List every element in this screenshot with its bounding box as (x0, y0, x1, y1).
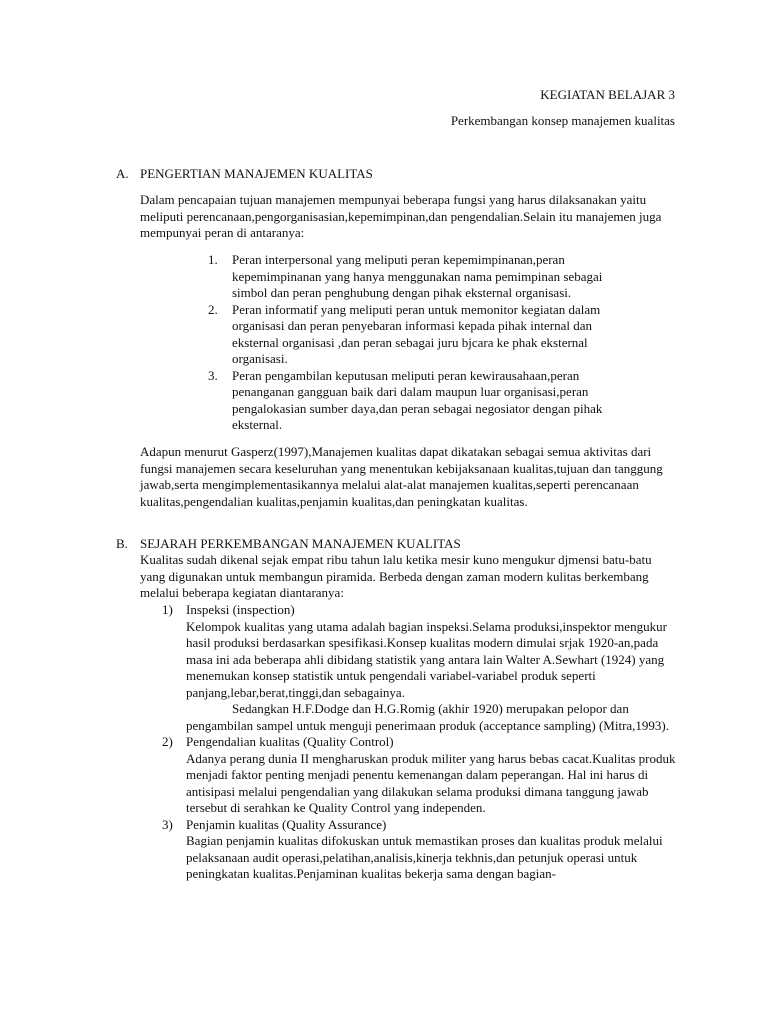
list-item-number: 3) (162, 816, 173, 832)
section-b-title: SEJARAH PERKEMBANGAN MANAJEMEN KUALITAS (140, 536, 461, 551)
section-a-title: PENGERTIAN MANAJEMEN KUALITAS (140, 166, 373, 181)
list-item-number: 1. (208, 252, 218, 267)
list-item (162, 817, 678, 883)
section-b-activity-list (162, 602, 678, 883)
list-item-number: 1) (162, 602, 173, 617)
list-item-number: 2) (162, 734, 173, 749)
list-item (162, 602, 678, 734)
section-a-closing: Adapun menurut Gasperz(1997),Manajemen kualitas dapat dikatakan sebagai semua aktivitas dari fungsi manajemen secara keseluruhan yang menentukan kebijaksanaan kualitas,tujuan dan tanggung jawab,serta mengimplementasikannya melalui alat-alat manajemen kualitas,seperti perencanaan kualitas,pengendalian kualitas,penjamin kualitas,dan peningkatan kualitas. (140, 444, 663, 509)
list-item-text: Adanya perang dunia II mengharuskan produk militer yang harus bebas cacat.Kualitas produk menjadi faktor penting menjadi penentu kemenangan dalam peperangan. Hal ini harus di antisipasi melalui pengendalian yang dilakukan selama produksi dimana tanggung jawab tersebut di serahkan ke Quality Control yang independen. (186, 750, 676, 815)
list-item-number: 3. (208, 367, 218, 383)
list-item-text: Sedangkan H.F.Dodge dan H.G.Romig (akhir 1920) merupakan pelopor dan pengambilan sampel untuk menguji penerimaan produk (acceptance sampling) (Mitra,1993). (186, 701, 670, 733)
list-item (208, 368, 640, 434)
header-subtitle: Perkembangan konsep manajemen kualitas (450, 113, 675, 128)
list-item-title: Pengendalian kualitas (Quality Control) (186, 734, 394, 749)
list-item-title: Inspeksi (inspection) (186, 602, 295, 617)
section-b-letter: B. (116, 536, 128, 551)
list-item-text: Peran informatif yang meliputi peran untuk memonitor kegiatan dalam organisasi dan peran penyebaran informasi kepada pihak internal dan eksternal organisasi ,dan peran sebagai juru bjcara ke phak eksternal organisasi. (232, 301, 601, 366)
list-item-text: Peran interpersonal yang meliputi peran kepemimpinanan,peran kepemimpinanan yang hanya menggunakan nama pemimpinan sebagai simbol dan peran penghubung dengan pihak eksternal organisasi. (232, 252, 603, 300)
list-item (208, 302, 640, 368)
list-item-text: Bagian penjamin kualitas difokuskan untuk memastikan proses dan kualitas produk melalui pelaksanaan audit operasi,pelatihan,analisis,kinerja tekhnis,dan petunjuk operasi untuk peningkatan kualitas.Penjaminan kualitas bekerja sama dengan bagian- (186, 833, 663, 881)
section-a-letter: A. (116, 166, 129, 181)
section-a-intro: Dalam pencapaian tujuan manajemen mempunyai beberapa fungsi yang harus dilaksanakan yaitu meliputi perencanaan,pengorganisasian,kepemimpinan,dan pengendalian.Selain itu manajemen juga mempunyai peran di antaranya: (140, 192, 662, 240)
section-a-role-list (208, 252, 640, 434)
list-item-number: 2. (208, 301, 218, 317)
section-b-intro: Kualitas sudah dikenal sejak empat ribu tahun lalu ketika mesir kuno mengukur djmensi batu-batu yang digunakan untuk membangun piramida. Berbeda dengan zaman modern kulitas berkembang melalui beberapa kegiatan diantaranya: (140, 552, 652, 600)
header-title: KEGIATAN BELAJAR 3 (540, 87, 675, 102)
list-item (208, 252, 640, 302)
list-item (162, 734, 678, 817)
list-item-text: Kelompok kualitas yang utama adalah bagian inspeksi.Selama produksi,inspektor mengukur hasil produksi berdasarkan spesifikasi.Konsep kualitas modern dimulai srjak 1920-an,pada masa ini ada beberapa ahli dibidang statistik yang antara lain Walter A.Sewhart (1924) yang menemukan konsep statistik untuk pengendali variabel-variabel produk seperti panjang,lebar,berat,tinggi,dan sebagainya. (186, 618, 667, 700)
list-item-text: Peran pengambilan keputusan meliputi peran kewirausahaan,peran penanganan gangguan baik dari dalam maupun luar organisasi,peran pengalokasian sumber daya,dan peran sebagai negosiator dengan pihak eksternal. (232, 367, 603, 432)
list-item-title: Penjamin kualitas (Quality Assurance) (186, 816, 387, 832)
